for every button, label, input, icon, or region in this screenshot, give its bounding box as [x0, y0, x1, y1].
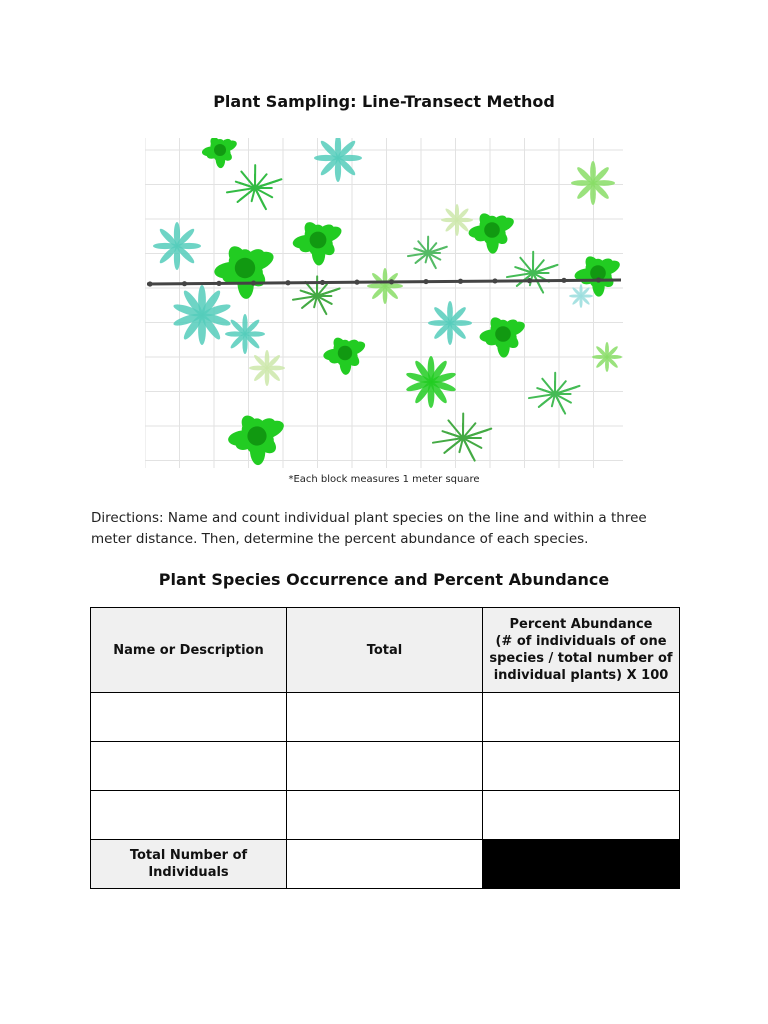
- total-cell[interactable]: [287, 693, 483, 742]
- transect-marker: [561, 278, 566, 283]
- total-individuals-cell[interactable]: [287, 840, 483, 889]
- star-plant-icon: [367, 268, 403, 304]
- species-table: [90, 607, 680, 889]
- transect-marker: [389, 279, 394, 284]
- grass-plant-icon: [507, 252, 558, 293]
- directions-text: Directions: Name and count individual plant species on the line and within a three meter distance. Then, determine the percent abundance of each species.: [91, 510, 647, 547]
- header-percent-line: individual plants) X 100: [493, 668, 669, 683]
- transect-marker: [285, 280, 290, 285]
- star-plant-icon: [592, 342, 622, 372]
- blacked-out-cell: [483, 840, 680, 889]
- header-name: Name or Description: [91, 608, 287, 693]
- leafy-plant-icon: [201, 138, 238, 168]
- star-plant-icon: [428, 301, 472, 345]
- plants-layer: [153, 138, 622, 465]
- star-plant-icon: [225, 314, 265, 354]
- percent-cell[interactable]: [483, 693, 680, 742]
- table-footer-row: [91, 840, 680, 889]
- transect-marker: [458, 279, 463, 284]
- footer-label-line: Individuals: [148, 865, 229, 880]
- star-plant-icon: [571, 161, 615, 205]
- page-title: Plant Sampling: Line-Transect Method: [213, 92, 555, 111]
- star-plant-icon: [569, 284, 593, 308]
- figure-caption: *Each block measures 1 meter square: [288, 474, 480, 485]
- header-total: Total: [287, 608, 483, 693]
- footer-label: [91, 840, 287, 889]
- name-cell[interactable]: [91, 742, 287, 791]
- grass-plant-icon: [433, 414, 491, 461]
- transect-figure: [145, 138, 623, 468]
- header-percent-line: (# of individuals of one: [495, 634, 667, 649]
- transect-marker: [216, 281, 221, 286]
- table-row: [91, 791, 680, 840]
- footer-label-line: Total Number of: [129, 848, 248, 863]
- header-percent-line: Percent Abundance: [509, 617, 653, 632]
- star-plant-icon: [249, 350, 285, 386]
- percent-cell[interactable]: [483, 742, 680, 791]
- table-row: [91, 693, 680, 742]
- transect-marker: [251, 280, 256, 285]
- transect-marker: [182, 281, 187, 286]
- star-plant-icon: [314, 138, 362, 182]
- grass-plant-icon: [408, 237, 447, 268]
- transect-marker: [423, 279, 428, 284]
- transect-marker: [354, 280, 359, 285]
- name-cell[interactable]: [91, 791, 287, 840]
- star-plant-icon: [405, 356, 457, 408]
- table-title: Plant Species Occurrence and Percent Abundance: [158, 570, 610, 589]
- leafy-plant-icon: [323, 335, 368, 375]
- leafy-plant-icon: [213, 243, 276, 300]
- transect-marker: [527, 278, 532, 283]
- transect-marker: [147, 281, 152, 286]
- name-cell[interactable]: [91, 693, 287, 742]
- header-percent-line: species / total number of: [489, 651, 673, 666]
- leafy-plant-icon: [479, 315, 527, 358]
- transect-marker: [492, 278, 497, 283]
- header-percent: [483, 608, 680, 693]
- star-plant-icon: [441, 204, 473, 236]
- total-cell[interactable]: [287, 791, 483, 840]
- total-cell[interactable]: [287, 742, 483, 791]
- grass-plant-icon: [227, 165, 281, 209]
- leafy-plant-icon: [468, 211, 516, 254]
- star-plant-icon: [172, 285, 231, 345]
- grass-plant-icon: [529, 373, 580, 414]
- table-header-row: [91, 608, 680, 693]
- leafy-plant-icon: [292, 219, 344, 266]
- star-plant-icon: [153, 222, 201, 270]
- transect-marker: [320, 280, 325, 285]
- table-row: [91, 742, 680, 791]
- percent-cell[interactable]: [483, 791, 680, 840]
- leafy-plant-icon: [227, 412, 287, 465]
- transect-marker: [596, 277, 601, 282]
